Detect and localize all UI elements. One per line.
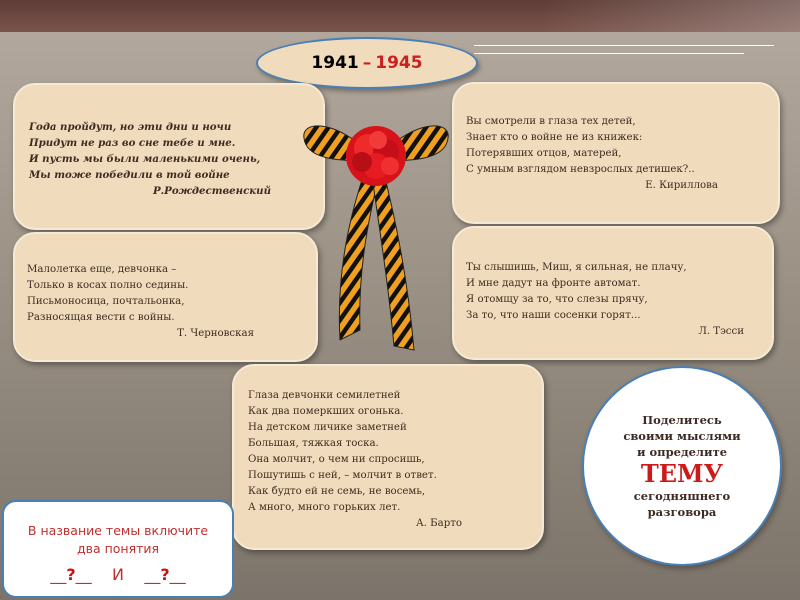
discussion-prompt	[582, 366, 782, 566]
poem-line: На детском личике заметней	[248, 422, 407, 433]
poem-line: Я отомщу за то, что слезы прячу,	[466, 294, 648, 305]
prompt-line: Поделитесь	[642, 413, 722, 427]
decor-line	[474, 53, 744, 54]
top-band-glow	[540, 0, 800, 32]
poem-line: Как два померкших огонька.	[248, 406, 404, 417]
poem-line: А много, много горьких лет.	[248, 502, 401, 513]
page-title	[256, 37, 478, 89]
blank-left: __	[50, 565, 67, 584]
poem-line: И пусть мы были маленькими очень,	[29, 153, 261, 165]
poem-line: Разносящая вести с войны.	[27, 312, 175, 323]
poem-line: Малолетка еще, девчонка –	[27, 264, 177, 275]
title-start-year: 1941	[311, 53, 359, 73]
poem-author: Р.Рождественский	[152, 185, 271, 197]
poem-line: С умным взглядом невзрослых детишек?..	[466, 164, 695, 175]
hint-conjunction: И	[112, 565, 124, 584]
title-dash: –	[362, 53, 372, 73]
poem-card-rozhdestvensky	[13, 83, 325, 230]
poem-line: Большая, тяжкая тоска.	[248, 438, 379, 449]
poem-line: Знает кто о войне не из книжек:	[466, 132, 643, 143]
blank-right-end: __	[169, 565, 186, 584]
poem-line: Года пройдут, но эти дни и ночи	[29, 121, 232, 133]
blank-right: __	[144, 565, 161, 584]
title-end-year: 1945	[375, 53, 423, 73]
hint-line: В название темы включите	[27, 523, 209, 538]
poem-line: Вы смотрели в глаза тех детей,	[466, 116, 636, 127]
poem-author: Т. Черновская	[177, 328, 254, 339]
question-mark: ?	[160, 565, 170, 584]
poem-line: Ты слышишь, Миш, я сильная, не плачу,	[466, 262, 687, 273]
prompt-line: сегодняшнего	[633, 489, 731, 503]
poem-card-tessi	[452, 226, 774, 360]
prompt-line: разговора	[647, 505, 717, 519]
prompt-line: своими мыслями	[623, 429, 741, 443]
decor-line	[474, 45, 774, 46]
top-band	[0, 0, 800, 32]
poem-line: Она молчит, о чем ни спросишь,	[248, 454, 425, 465]
poem-line: Письмоносица, почтальонка,	[27, 296, 185, 307]
poem-author: А. Барто	[415, 518, 462, 529]
question-mark: ?	[66, 565, 76, 584]
poem-line: Пошутишь с ней, – молчит в ответ.	[248, 470, 437, 481]
prompt-highlight: ТЕМУ	[640, 459, 724, 488]
poem-line: И мне дадут на фронте автомат.	[466, 278, 641, 289]
poem-line: Глаза девчонки семилетней	[248, 390, 401, 401]
topic-hint-box	[2, 500, 234, 598]
hint-line: два понятия	[76, 541, 160, 556]
poem-line: Мы тоже победили в той войне	[29, 169, 230, 181]
poem-card-kirillova	[452, 82, 780, 224]
poem-card-barto	[232, 364, 544, 550]
poem-line: Придут не раз во сне тебе и мне.	[29, 137, 236, 149]
blank-left-end: __	[75, 565, 92, 584]
ribbon-carnation-image	[296, 100, 456, 360]
poem-author: Л. Тэсси	[698, 326, 744, 337]
poem-line: Потерявших отцов, матерей,	[466, 148, 622, 159]
poem-line: За то, что наши сосенки горят...	[466, 310, 641, 321]
poem-author: Е. Кириллова	[645, 180, 718, 191]
hint-blanks	[4, 566, 232, 584]
poem-line: Только в косах полно седины.	[27, 280, 189, 291]
poem-line: Как будто ей не семь, не восемь,	[248, 486, 426, 497]
prompt-line: и определите	[636, 445, 728, 459]
poem-card-chernovskaya	[13, 232, 318, 362]
